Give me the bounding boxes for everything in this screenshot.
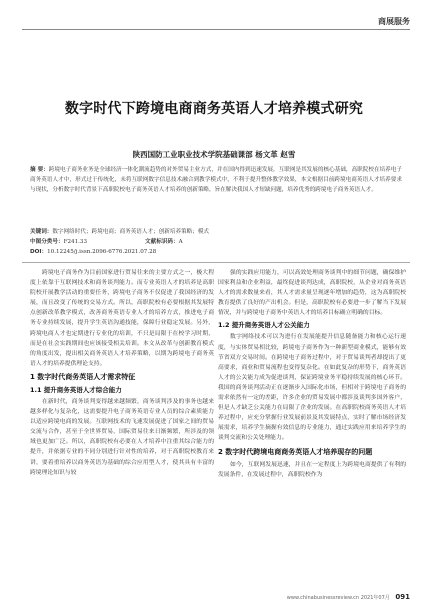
doi-value: 10.12245/j.issn.2096-6776.2021.07.28 — [47, 249, 157, 255]
clc-value: F241.33 — [63, 239, 88, 245]
abstract-label: 摘 要： — [30, 167, 49, 173]
keywords-label: 关键词： — [30, 229, 53, 235]
article-title: 数字时代下跨境电商商务英语人才培养模式研究 — [64, 101, 364, 117]
classification-row — [30, 238, 402, 246]
section-heading: 2 数字时代跨境电商商务英语人才培养现存的问题 — [218, 447, 373, 456]
doc-code-value: A — [178, 239, 183, 245]
paragraph: 如今，互联网发展迅速，并且在一定程度上为跨境电商提供了有利的发展条件，在发展过程中，高职院校作为 — [218, 461, 406, 478]
doc-code-label: 文献标识码： — [145, 239, 179, 245]
doi-row — [30, 248, 402, 256]
doi-label: DOI： — [30, 249, 48, 255]
paragraph: 跨境电子商务作为目前国家进行贸易往来的主要方式之一，极大程度上依靠于互联网技术和商务谈判能力。而专业英语人才的培养是高职院校开展教学活动的重要任务，跨境电子商务不仅促进了我国经济的发展，而且改变了传统的交易方式。所以，高职院校有必要根据其发展特点创新改革教学模式，改善商务英语专业人才的培养方式，推进电子商务专业持续发展，提升学生英语沟通技能，保障行业稳定发展。另外，跨境电商人才也定期进行专业化的培训，不只是局限于在校学习时期，而是在社会实践期间也应该接受相关培训。本文从改革与创新教育模式的角度出发，提出相关商务英语人才培养策略，以期为跨境电子商务英语人才的培养提供理论支持。 — [30, 270, 214, 367]
clc-label: 中图分类号： — [30, 239, 64, 245]
page-number: 091 — [395, 593, 410, 601]
body-divider — [22, 262, 410, 263]
abstract-text: 跨境电子商务业务是全球经济一体化潮流趋势的对外贸易主业方式，并在国内得到迅速发展，互联网是其发展的核心基础，高职院校在培养电子商务英语人才中，形式过于传统化，未将互联网数字信息技术融合到教学模式中，不利于提升整体教学效果，本文根据目前跨境电商英语人才培养要求与现状，分析数字时代背景下高职院校电子商务英语人才培养的创新策略，旨在解决我国人才短缺问题，培养优秀的跨境电子商务英语人才。 — [30, 167, 402, 193]
paragraph: 强的实践应用能力，可以高效处理商务谈判中的细节问题，确保维护国家利益和企业利益，最终促进谈判达成，高职院校，从企业对商务英语人才的需求数量来看，其人才需求量呈现逐年增加的趋势，这为高职院校教育提供了良好的产出机会。但是，高职院校有必要进一步了解当下发展情况，并与跨境电子商务中英语人才的培养目标确立明确的目标。 — [218, 270, 406, 317]
keywords — [30, 228, 402, 236]
page-footer — [0, 593, 410, 601]
abstract — [30, 166, 402, 195]
section-heading: 1 数字时代商务英语人才需求特征 — [30, 372, 136, 381]
keywords-text: 数字网络时代；跨境电商；商务英语人才；创新培养策略；模式 — [52, 229, 210, 235]
paragraph: 数字网络技术可以为进行在发展能提升信息随备能力和核心运行速度，与实体贸易相比较，跨境电子商务作为一种新型商业模式，能够有效节省双方交易时间。在跨境电子商务过程中，对于贸易谈判者却提出了更高要求，商业和贸易流程也变得复杂化。在如此复杂的形势下，商务英语人才的公关能力成为促进谈判，保证跨境业务平稳持续发展的核心环节。我国的商务谈判活动正在逐渐步入国际化市场，但相对于跨境电子商务的需求依然有一定的差距，许多企业的贸易发展中都涉及谈判多国外客户，但是人才缺乏公关能力在局限了企业的发展。在高职院校商务英语人才培养过程中，应充分掌握行业发展前景及其发展特点，实时了解市场经济发展需求，培养学生摘握有效信息的专业能力，通过实践应用来培养学生的谈判交流和公关处理能力。 — [218, 334, 406, 442]
body-left-column — [30, 268, 214, 478]
subsection-heading: 1.1 提升商务英语人才综合能力 — [30, 385, 122, 394]
body-right-column — [218, 268, 406, 480]
footer-issue: 2021年07月 — [360, 595, 390, 601]
footer-site: www.chinabusinessreview.cn — [286, 595, 360, 601]
subsection-heading: 1.2 提升商务英语人才公关能力 — [218, 321, 310, 330]
column-tag: 商展服务 — [378, 17, 410, 26]
paragraph: 在新时代，商务谈判变得越来越频繁，商务谈判涉及的事务也越来越多样化与复杂化，这需要提升电子商务英语专业人员的综合素质能力以适应跨境电商的发展。互联网技术的飞速发展促进了国家之间的贸易交流与合作，甚至于全世界贸易，国际贸易往来日渐频繁，所涉及的领域也更加广泛。所以，高职院校有必要在人才培养中注重其综合能力的提升，并依据专业的不同分别进行针对性的培养，对于高职院校教育来讲，要着重培养以商务英语为基础的综合应用型人才，使其具有丰富的跨境理论知识与较 — [30, 398, 214, 476]
header-rule — [22, 29, 410, 30]
author-line: 陕西国防工业职业技术学院基础课部 杨文革 赵雪 — [132, 150, 296, 159]
